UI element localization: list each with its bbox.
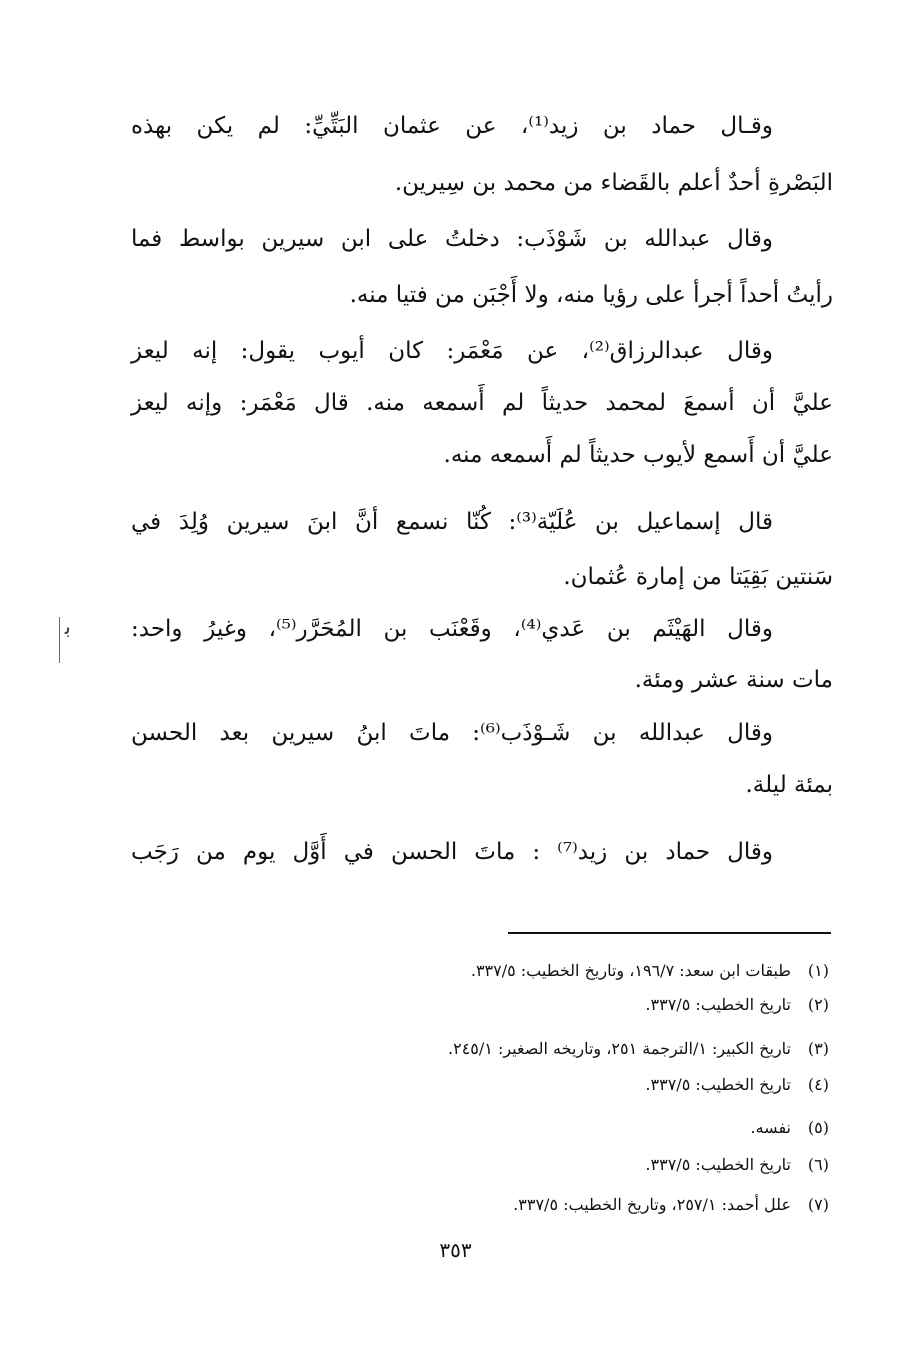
footnote-number: (٦): [807, 1155, 829, 1174]
footnote: [645, 1072, 829, 1098]
footnote: [645, 992, 829, 1018]
footnote-text: تاريخ الكبير: ١/الترجمة ٢٥١، وتاريخه الصغير: ٢٤٥/١.: [448, 1039, 791, 1058]
body-line: سَنتين بَقِيَتا من إمارة عُثمان.: [563, 564, 833, 590]
footnote-text: تاريخ الخطيب: ٣٣٧/٥.: [645, 1155, 791, 1174]
footnote-number: (٥): [807, 1118, 829, 1137]
body-line: البَصْرةِ أحدٌ أعلم بالقَضاء من محمد بن سِيرين.: [394, 170, 833, 196]
footnote-number: (٧): [807, 1195, 829, 1214]
body-line: وقال حماد بن زيد⁽⁷⁾ : ماتَ الحسن في أَوَّل يوم من رَجَب: [131, 839, 773, 865]
footnote: [471, 958, 829, 984]
footnote: [751, 1115, 829, 1141]
page-number: ٣٥٣: [439, 1238, 472, 1262]
body-line: رأيتُ أحداً أجرأ على رؤيا منه، ولا أَجْبَن من فتيا منه.: [349, 282, 833, 308]
footnote-separator: [508, 932, 831, 934]
footnote-text: تاريخ الخطيب: ٣٣٧/٥.: [645, 995, 791, 1014]
footnote: [513, 1192, 829, 1218]
footnote-text: تاريخ الخطيب: ٣٣٧/٥.: [645, 1075, 791, 1094]
footnote: [448, 1036, 829, 1062]
body-line: عليَّ أن أَسمع لأيوب حديثاً لم أَسمعه منه.: [443, 442, 833, 468]
body-line: وقـال حماد بن زيد⁽¹⁾، عن عثمان البَتِّيِّ: لم يكن بهذه: [131, 113, 773, 139]
body-line: عليَّ أن أسمعَ لمحمد حديثاً لم أَسمعه منه. قال مَعْمَر: وإنه ليعز: [131, 390, 833, 416]
footnote-number: (٤): [807, 1075, 829, 1094]
footnote: [645, 1152, 829, 1178]
body-line: وقال عبدالله بن شَـوْذَب⁽⁶⁾: ماتَ ابنُ سيرين بعد الحسن: [131, 720, 773, 746]
footnote-number: (٣): [807, 1039, 829, 1058]
margin-annotation: ﺑ: [31, 615, 71, 665]
footnote-text: نفسه.: [750, 1118, 791, 1137]
footnote-number: (٢): [807, 995, 829, 1014]
body-line: قال إسماعيل بن عُلَيّة⁽³⁾: كُنّا نسمع أنَّ ابنَ سيرين وُلِدَ في: [131, 509, 773, 535]
body-line: بمئة ليلة.: [745, 772, 833, 798]
footnote-text: علل أحمد: ٢٥٧/١، وتاريخ الخطيب: ٣٣٧/٥.: [513, 1195, 791, 1214]
body-line: وقال عبدالرزاق⁽²⁾، عن مَعْمَر: كان أيوب يقول: إنه ليعز: [131, 338, 773, 364]
footnote-number: (١): [807, 961, 829, 980]
body-line: وقال الهَيْثَم بن عَدي⁽⁴⁾، وقَعْنَب بن المُحَرَّر⁽⁵⁾، وغيرُ واحد:: [131, 616, 774, 642]
body-line: وقال عبدالله بن شَوْذَب: دخلتُ على ابن سيرين بواسط فما: [131, 226, 773, 252]
footnote-text: طبقات ابن سعد: ١٩٦/٧، وتاريخ الخطيب: ٣٣٧/٥.: [470, 961, 791, 980]
margin-bar: [59, 617, 60, 663]
body-line: مات سنة عشر ومئة.: [634, 667, 833, 693]
